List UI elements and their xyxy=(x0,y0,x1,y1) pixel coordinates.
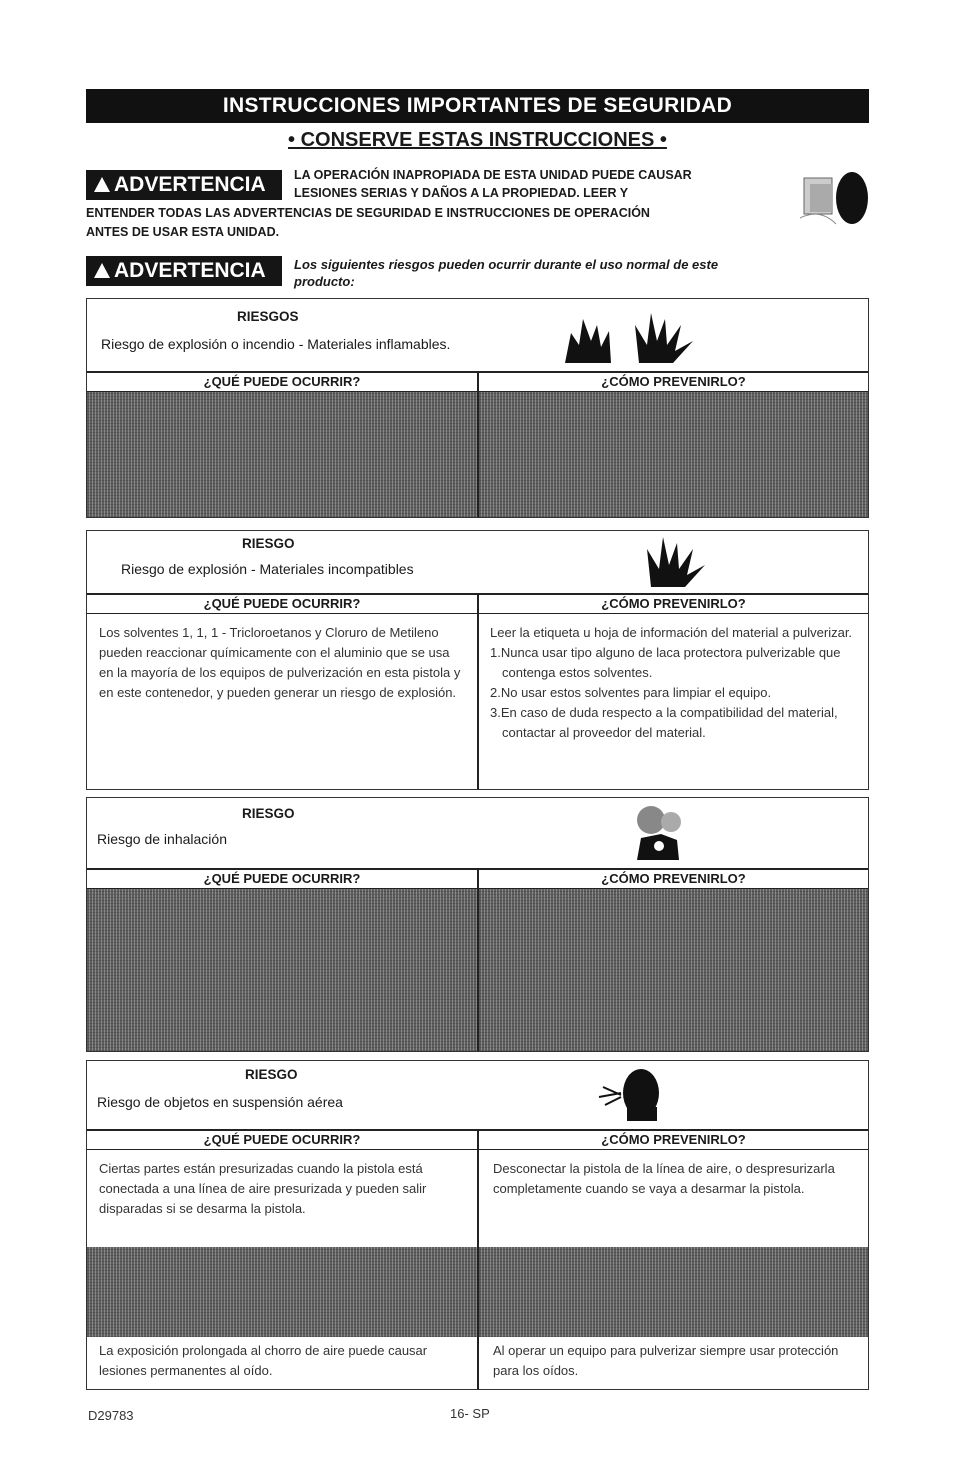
page-subtitle xyxy=(86,127,869,153)
hazard-box-airborne xyxy=(86,1060,869,1390)
hazard-3-how-obscured xyxy=(479,889,868,1051)
hazard-2-how-item-1: 1.Nunca usar tipo alguno de laca protectora pulverizable que contenga estos solventes. xyxy=(490,645,841,680)
hazard-1-how-obscured xyxy=(479,392,868,517)
hazard-1-how-header: ¿CÓMO PREVENIRLO? xyxy=(479,371,868,392)
hazard-4-what-text: Ciertas partes están presurizadas cuando la pistola está conectada a una línea de aire presurizada y pueden salir disparadas si se desarma la pistola. xyxy=(99,1161,427,1216)
hazard-2-how-item-2: 2.No usar estos solventes para limpiar el equipo. xyxy=(490,685,772,700)
read-manual-icon xyxy=(800,168,870,234)
warning-triangle-icon xyxy=(94,177,110,192)
hazard-4-how-obscured xyxy=(479,1247,868,1337)
warning-2-line1: Los siguientes riesgos pueden ocurrir durante el uso normal de este xyxy=(294,257,719,272)
warning-triangle-icon xyxy=(94,263,110,278)
warning-badge-1 xyxy=(86,170,282,200)
warning-1-line3: ENTENDER TODAS LAS ADVERTENCIAS DE SEGURIDAD E INSTRUCCIONES DE OPERACIÓN xyxy=(86,206,650,220)
hazard-1-what-header: ¿QUÉ PUEDE OCURRIR? xyxy=(87,371,477,392)
warning-badge-2-label: ADVERTENCIA xyxy=(114,259,266,282)
hazard-4-what-text-2: La exposición prolongada al chorro de aire puede causar lesiones permanentes al oído. xyxy=(99,1343,428,1378)
hazard-3-what-obscured xyxy=(87,889,477,1051)
hazard-3-title: RIESGO xyxy=(242,806,295,821)
hazard-2-how-header: ¿CÓMO PREVENIRLO? xyxy=(479,593,868,614)
hazard-1-divider xyxy=(477,371,479,517)
hazard-2-how-intro: Leer la etiqueta u hoja de información del material a pulverizar. xyxy=(490,625,853,640)
page-banner: INSTRUCCIONES IMPORTANTES DE SEGURIDAD xyxy=(86,89,869,123)
warning-1-line2: LESIONES SERIAS Y DAÑOS A LA PROPIEDAD. LEER Y xyxy=(294,186,629,200)
hazard-3-how-header: ¿CÓMO PREVENIRLO? xyxy=(479,868,868,889)
hazard-4-how-header: ¿CÓMO PREVENIRLO? xyxy=(479,1129,868,1150)
explosion-icon xyxy=(643,535,713,591)
hazard-2-how-list xyxy=(490,623,862,743)
warning-2-line2: producto: xyxy=(294,274,355,289)
hazard-2-description: Riesgo de explosión - Materiales incompatibles xyxy=(121,561,414,577)
hazard-4-what-header: ¿QUÉ PUEDE OCURRIR? xyxy=(87,1129,477,1150)
subtitle-text: • CONSERVE ESTAS INSTRUCCIONES • xyxy=(288,129,667,151)
warning-1-line1: LA OPERACIÓN INAPROPIADA DE ESTA UNIDAD PUEDE CAUSAR xyxy=(294,168,692,182)
hazard-box-flammable xyxy=(86,298,869,518)
hazard-4-description: Riesgo de objetos en suspensión aérea xyxy=(97,1094,343,1110)
page-number: 16- SP xyxy=(450,1406,490,1421)
document-code: D29783 xyxy=(88,1408,134,1423)
hazard-2-what-text: Los solventes 1, 1, 1 - Tricloroetanos y Cloruro de Metileno pueden reaccionar químicamente con el aluminio que se usa en la mayoría de los equipos de pulverización en esta pistola y en este contenedor, y pueden generar un riesgo de explosión. xyxy=(99,625,461,700)
hazard-4-how-text-2: Al operar un equipo para pulverizar siempre usar protección para los oídos. xyxy=(493,1343,839,1378)
hazard-4-title: RIESGO xyxy=(245,1067,298,1082)
hazard-2-title: RIESGO xyxy=(242,536,295,551)
hazard-2-what-header: ¿QUÉ PUEDE OCURRIR? xyxy=(87,593,477,614)
hazard-1-description: Riesgo de explosión o incendio - Materiales inflamables. xyxy=(101,336,451,352)
hazard-1-title: RIESGOS xyxy=(237,309,299,324)
hazard-4-how-text: Desconectar la pistola de la línea de aire, o despresurizarla completamente cuando se vaya a desarmar la pistola. xyxy=(493,1161,835,1196)
hazard-3-description: Riesgo de inhalación xyxy=(97,831,227,847)
hazard-2-divider xyxy=(477,593,479,789)
hazard-box-inhalation xyxy=(86,797,869,1052)
warning-badge-2 xyxy=(86,256,282,286)
respirator-icon xyxy=(627,804,697,862)
warning-badge-1-label: ADVERTENCIA xyxy=(114,173,266,196)
hazard-3-what-header: ¿QUÉ PUEDE OCURRIR? xyxy=(87,868,477,889)
fire-explosion-icon xyxy=(561,311,701,369)
airborne-objects-icon xyxy=(597,1067,667,1123)
hazard-3-divider xyxy=(477,868,479,1051)
hazard-1-what-obscured xyxy=(87,392,477,517)
hazard-2-how-item-3: 3.En caso de duda respecto a la compatibilidad del material, contactar al proveedor del material. xyxy=(490,705,838,740)
hazard-4-what-obscured xyxy=(87,1247,477,1337)
warning-1-line4: ANTES DE USAR ESTA UNIDAD. xyxy=(86,225,280,239)
hazard-box-incompatible xyxy=(86,530,869,790)
